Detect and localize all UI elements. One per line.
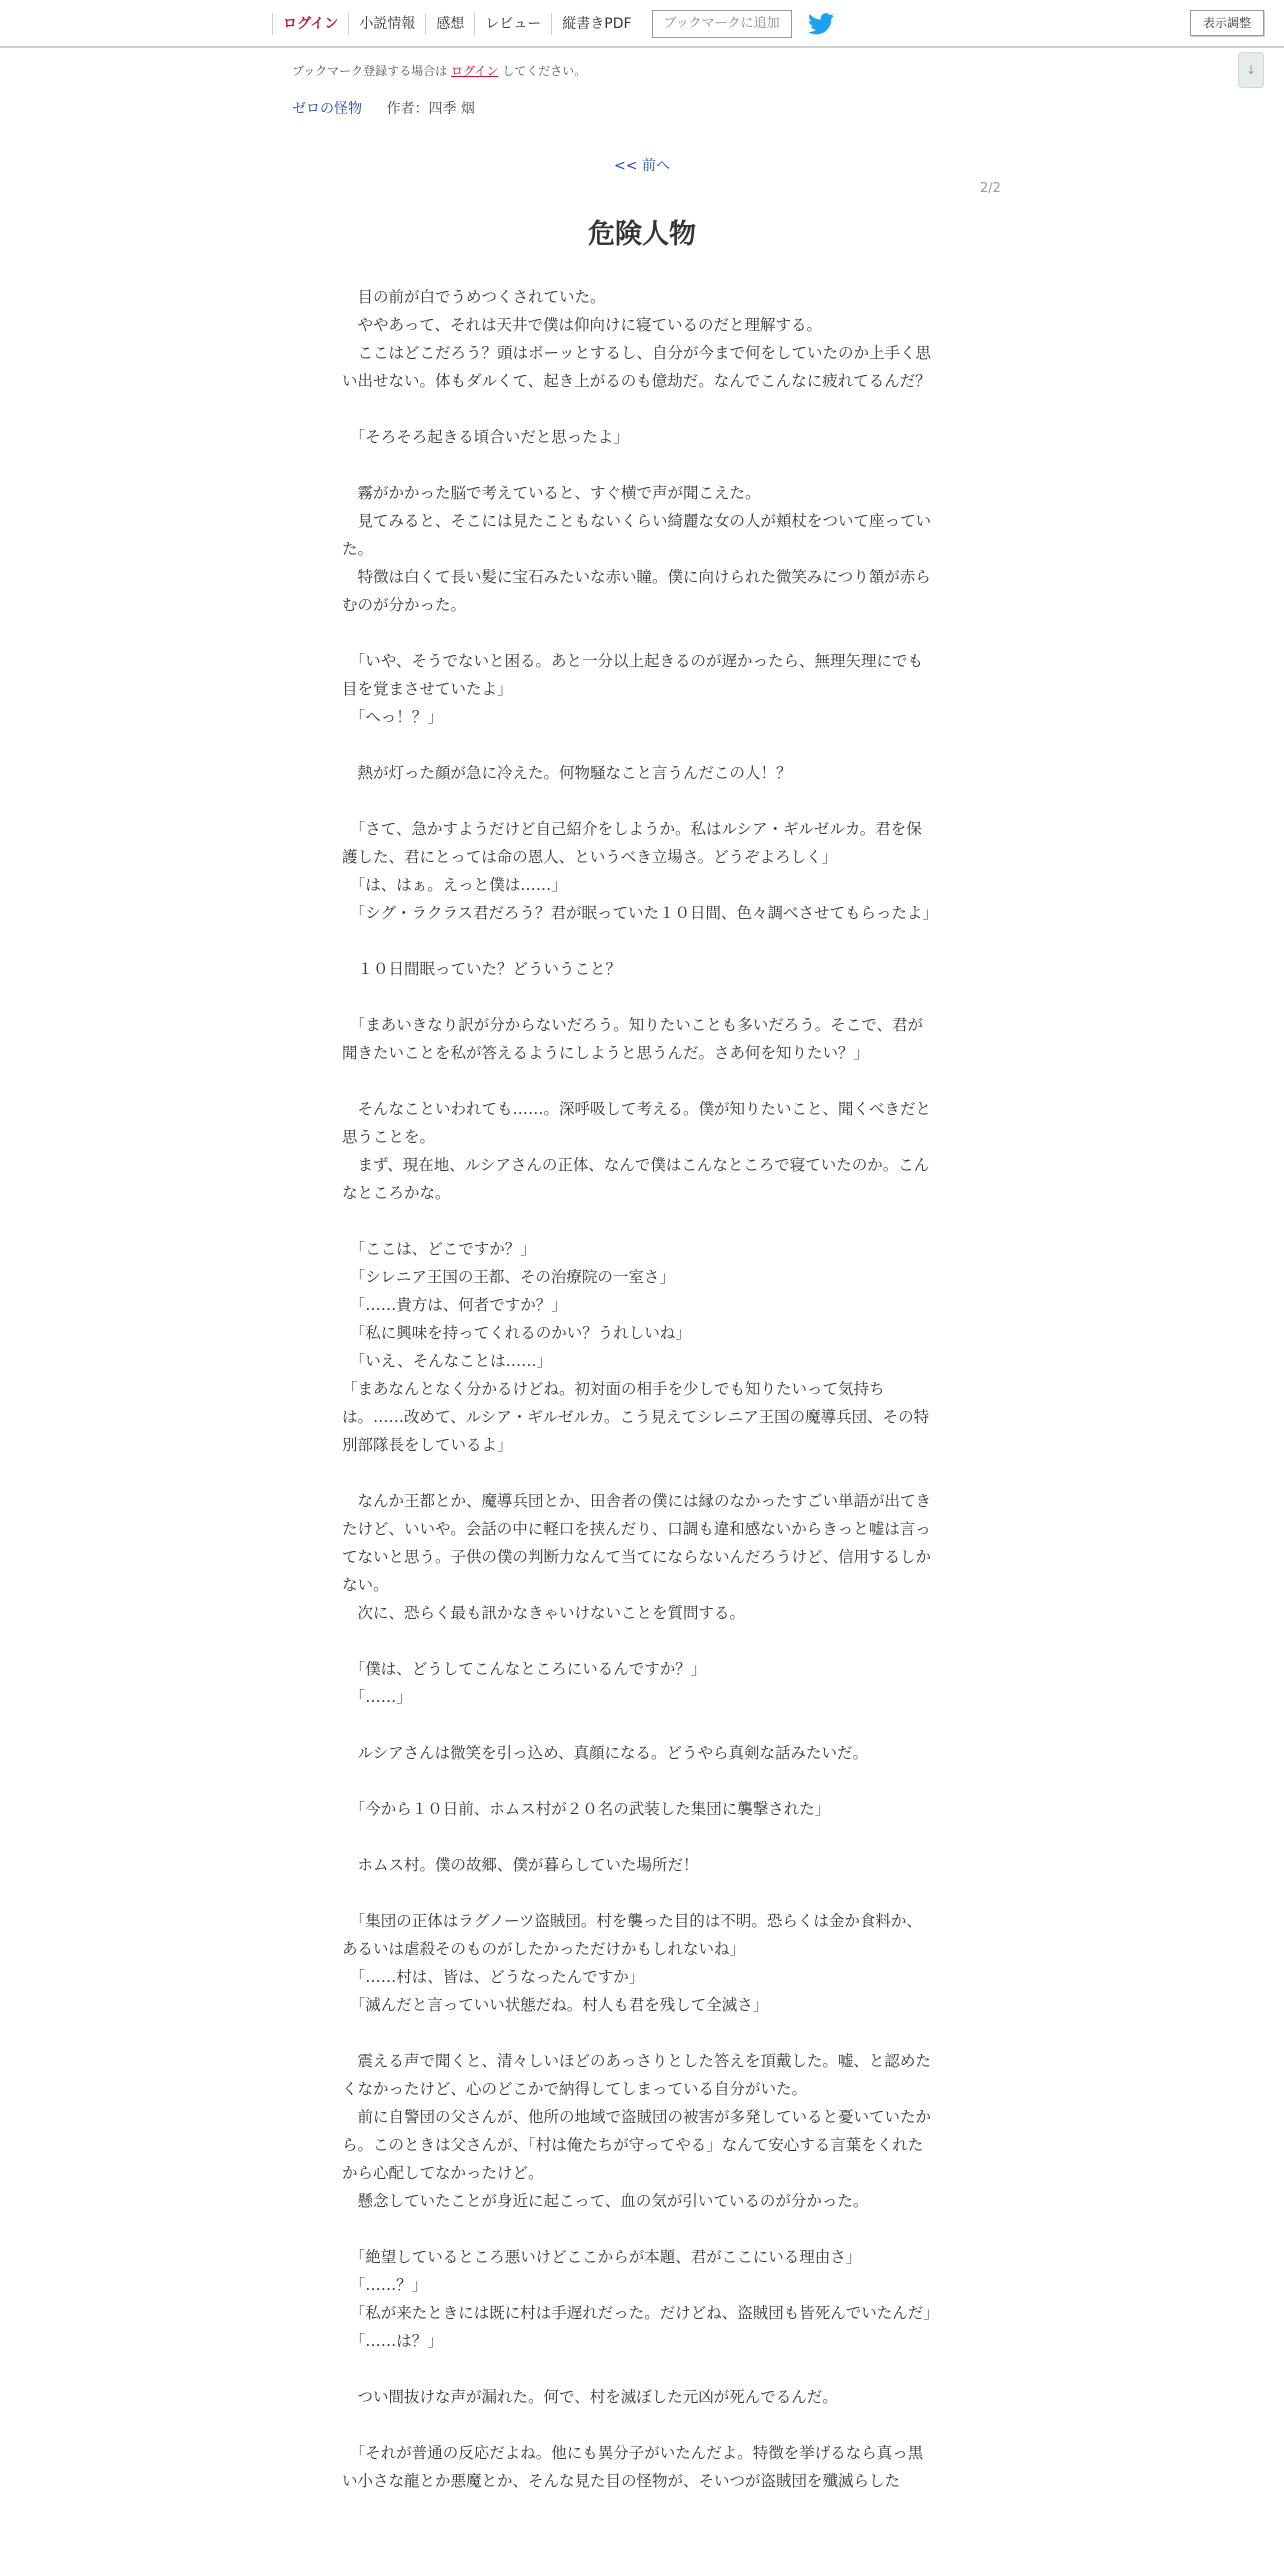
body-paragraph: 目の前が白でうめつくされていた。 bbox=[342, 288, 606, 306]
body-paragraph bbox=[342, 2019, 936, 2047]
prev-page-link bbox=[0, 155, 1284, 175]
body-paragraph: 震える声で聞くと、清々しいほどのあっさりとした答えを頂戴した。嘘、と認めたくなかったけど、心のどこかで納得してしまっている自分がいた。 bbox=[342, 2052, 931, 2098]
scroll-down-button[interactable]: ↓ bbox=[1238, 52, 1264, 88]
body-paragraph: 「……」 bbox=[342, 1688, 412, 1706]
body-paragraph bbox=[342, 1879, 936, 1907]
nav-review-link[interactable]: レビュー bbox=[474, 13, 551, 35]
body-paragraph: 「僕は、どうしてこんなところにいるんですか？」 bbox=[342, 1660, 707, 1678]
body-paragraph: 「私が来たときには既に村は手遅れだった。だけどね、盗賊団も皆死んでいたんだ」 bbox=[342, 2304, 939, 2322]
body-paragraph: 特徴は白くて長い髪に宝石みたいな赤い瞳。僕に向けられた微笑みにつり頷が赤らむのが分かった。 bbox=[342, 568, 931, 614]
body-paragraph: 「……？」 bbox=[342, 2276, 428, 2294]
body-paragraph bbox=[342, 1627, 936, 1655]
body-paragraph: 「シグ・ラクラス君だろう？君が眠っていた１０日間、色々調べさせてもらったよ」 bbox=[342, 904, 938, 922]
body-paragraph bbox=[342, 1459, 936, 1487]
body-paragraph: 「今から１０日前、ホムス村が２０名の武装した集団に襲撃された」 bbox=[342, 1800, 831, 1818]
body-paragraph: 「シレニア王国の王都、その治療院の一室さ」 bbox=[342, 1268, 675, 1286]
nav-login-link[interactable]: ログイン bbox=[272, 13, 348, 35]
body-paragraph: 「は、はぁ。えっと僕は……」 bbox=[342, 876, 567, 894]
body-paragraph bbox=[342, 1767, 936, 1795]
body-paragraph: ルシアさんは微笑を引っ込め、真顔になる。どうやら真剣な話みたいだ。 bbox=[342, 1744, 868, 1762]
body-paragraph: 「……村は、皆は、どうなったんですか」 bbox=[342, 1968, 645, 1986]
body-paragraph: 「いえ、そんなことは……」 bbox=[342, 1352, 553, 1370]
novel-meta bbox=[292, 98, 475, 118]
body-paragraph: 次に、恐らく最も訊かなきゃいけないことを質問する。 bbox=[342, 1604, 746, 1622]
body-paragraph: 「……は？」 bbox=[342, 2332, 443, 2350]
body-paragraph bbox=[342, 787, 936, 815]
body-paragraph: 前に自警団の父さんが、他所の地域で盗賊団の被害が多発していると憂いていたから。このときは父さんが、「村は俺たちが守ってやる」なんて安心する言葉をくれたから心配してなかったけど。 bbox=[342, 2108, 932, 2182]
top-bar bbox=[0, 0, 1284, 48]
body-paragraph: 「へっ！？」 bbox=[342, 708, 443, 726]
body-paragraph bbox=[342, 619, 936, 647]
body-paragraph bbox=[342, 451, 936, 479]
body-paragraph: 「そろそろ起きる頃合いだと思ったよ」 bbox=[342, 428, 629, 446]
prev-page-anchor[interactable]: << 前へ bbox=[614, 158, 670, 174]
nav-novel-info-link[interactable]: 小説情報 bbox=[348, 13, 425, 35]
author-name: 作者：四季 烟 bbox=[386, 101, 475, 117]
body-paragraph: 懸念していたことが身近に起こって、血の気が引いているのが分かった。 bbox=[342, 2192, 869, 2210]
body-paragraph bbox=[342, 1823, 936, 1851]
add-bookmark-button[interactable]: ブックマークに追加 bbox=[652, 10, 792, 38]
nav-impressions-link[interactable]: 感想 bbox=[425, 13, 474, 35]
body-paragraph bbox=[342, 927, 936, 955]
chapter-title: 危険人物 bbox=[588, 219, 696, 250]
body-paragraph: つい間抜けな声が漏れた。何で、村を滅ぼした元凶が死んでるんだ。 bbox=[342, 2388, 838, 2406]
body-paragraph: 「……貴方は、何者ですか？」 bbox=[342, 1296, 567, 1314]
body-paragraph bbox=[342, 1207, 936, 1235]
body-paragraph bbox=[342, 731, 936, 759]
body-paragraph: ここはどこだろう？頭はボーッとするし、自分が今まで何をしていたのか上手く思い出せない。体もダルくて、起き上がるのも億劫だ。なんでこんなに疲れてるんだ？ bbox=[342, 344, 932, 390]
page-counter: 2/2 bbox=[980, 181, 1001, 196]
body-paragraph: 熱が灯った顔が急に冷えた。何物騒なこと言うんだこの人！？ bbox=[342, 764, 792, 782]
body-paragraph: 「集団の正体はラグノーツ盗賊団。村を襲った目的は不明。恐らくは金か食料か、あるいは虐殺そのものがしたかっただけかもしれないね」 bbox=[342, 1912, 922, 1958]
body-paragraph bbox=[342, 2411, 936, 2439]
body-paragraph bbox=[342, 1711, 936, 1739]
notice-login-link[interactable]: ログイン bbox=[451, 64, 499, 78]
body-paragraph bbox=[342, 1067, 936, 1095]
body-paragraph: 霧がかかった脳で考えていると、すぐ横で声が聞こえた。 bbox=[342, 484, 761, 502]
novel-body bbox=[342, 283, 939, 2495]
notice-prefix: ブックマーク登録する場合は bbox=[292, 64, 448, 78]
display-settings-button[interactable]: 表示調整 bbox=[1190, 10, 1264, 36]
bookmark-notice bbox=[292, 62, 586, 79]
body-paragraph: 「絶望しているところ悪いけどここからが本題、君がここにいる理由さ」 bbox=[342, 2248, 862, 2266]
body-paragraph: 「それが普通の反応だよね。他にも異分子がいたんだよ。特徴を挙げるなら真っ黒い小さな龍とか悪魔とか、そんな見た目の怪物が、そいつが盗賊団を殲滅らした bbox=[342, 2444, 924, 2490]
body-paragraph bbox=[342, 983, 936, 1011]
body-paragraph bbox=[342, 2215, 936, 2243]
body-paragraph: 「滅んだと言っていい状態だね。村人も君を残して全滅さ」 bbox=[342, 1996, 769, 2014]
body-paragraph: 「いや、そうでないと困る。あと一分以上起きるのが遅かったら、無理矢理にでも目を覚まさせていたよ」 bbox=[342, 652, 923, 698]
body-paragraph bbox=[342, 395, 936, 423]
body-paragraph: １０日間眠っていた？どういうこと？ bbox=[342, 960, 622, 978]
body-paragraph: ややあって、それは天井で僕は仰向けに寝ているのだと理解する。 bbox=[342, 316, 823, 334]
body-paragraph: 見てみると、そこには見たこともないくらい綺麗な女の人が頬杖をついて座っていた。 bbox=[342, 512, 932, 558]
body-paragraph: まず、現在地、ルシアさんの正体、なんで僕はこんなところで寝ていたのか。こんなところかな。 bbox=[342, 1156, 930, 1202]
body-paragraph: 「私に興味を持ってくれるのかい？うれしいね」 bbox=[342, 1324, 691, 1342]
body-paragraph: そんなこといわれても……。深呼吸して考える。僕が知りたいこと、聞くべきだと思うことを。 bbox=[342, 1100, 932, 1146]
twitter-icon[interactable] bbox=[808, 13, 834, 35]
body-paragraph: 「さて、急かすようだけど自己紹介をしようか。私はルシア・ギルゼルカ。君を保護した、君にとっては命の恩人、というべき立場さ。どうぞよろしく」 bbox=[342, 820, 922, 866]
nav-vertical-pdf-link[interactable]: 縦書きPDF bbox=[551, 13, 641, 35]
body-paragraph: 「まあなんとなく分かるけどね。初対面の相手を少しでも知りたいって気持ちは。……改めて、ルシア・ギルゼルカ。こう見えてシレニア王国の魔導兵団、その特別部隊長をしているよ」 bbox=[342, 1380, 930, 1454]
body-paragraph: ホムス村。僕の故郷、僕が暮らしていた場所だ！ bbox=[342, 1856, 699, 1874]
main-nav bbox=[272, 8, 834, 40]
body-paragraph: なんか王都とか、魔導兵団とか、田舎者の僕には縁のなかったすごい単語が出てきたけど、いいや。会話の中に軽口を挟んだり、口調も違和感ないからきっと嘘は言ってないと思う。子供の僕の判断力なんて当てにならないんだろうけど、信用するしかない。 bbox=[342, 1492, 932, 1594]
body-paragraph: 「まあいきなり訳が分からないだろう。知りたいことも多いだろう。そこで、君が聞きたいことを私が答えるようにしようと思うんだ。さあ何を知りたい？」 bbox=[342, 1016, 923, 1062]
notice-suffix: してください。 bbox=[502, 64, 587, 78]
body-paragraph: 「ここは、どこですか？」 bbox=[342, 1240, 536, 1258]
body-paragraph bbox=[342, 2355, 936, 2383]
series-title-link[interactable]: ゼロの怪物 bbox=[292, 101, 362, 117]
